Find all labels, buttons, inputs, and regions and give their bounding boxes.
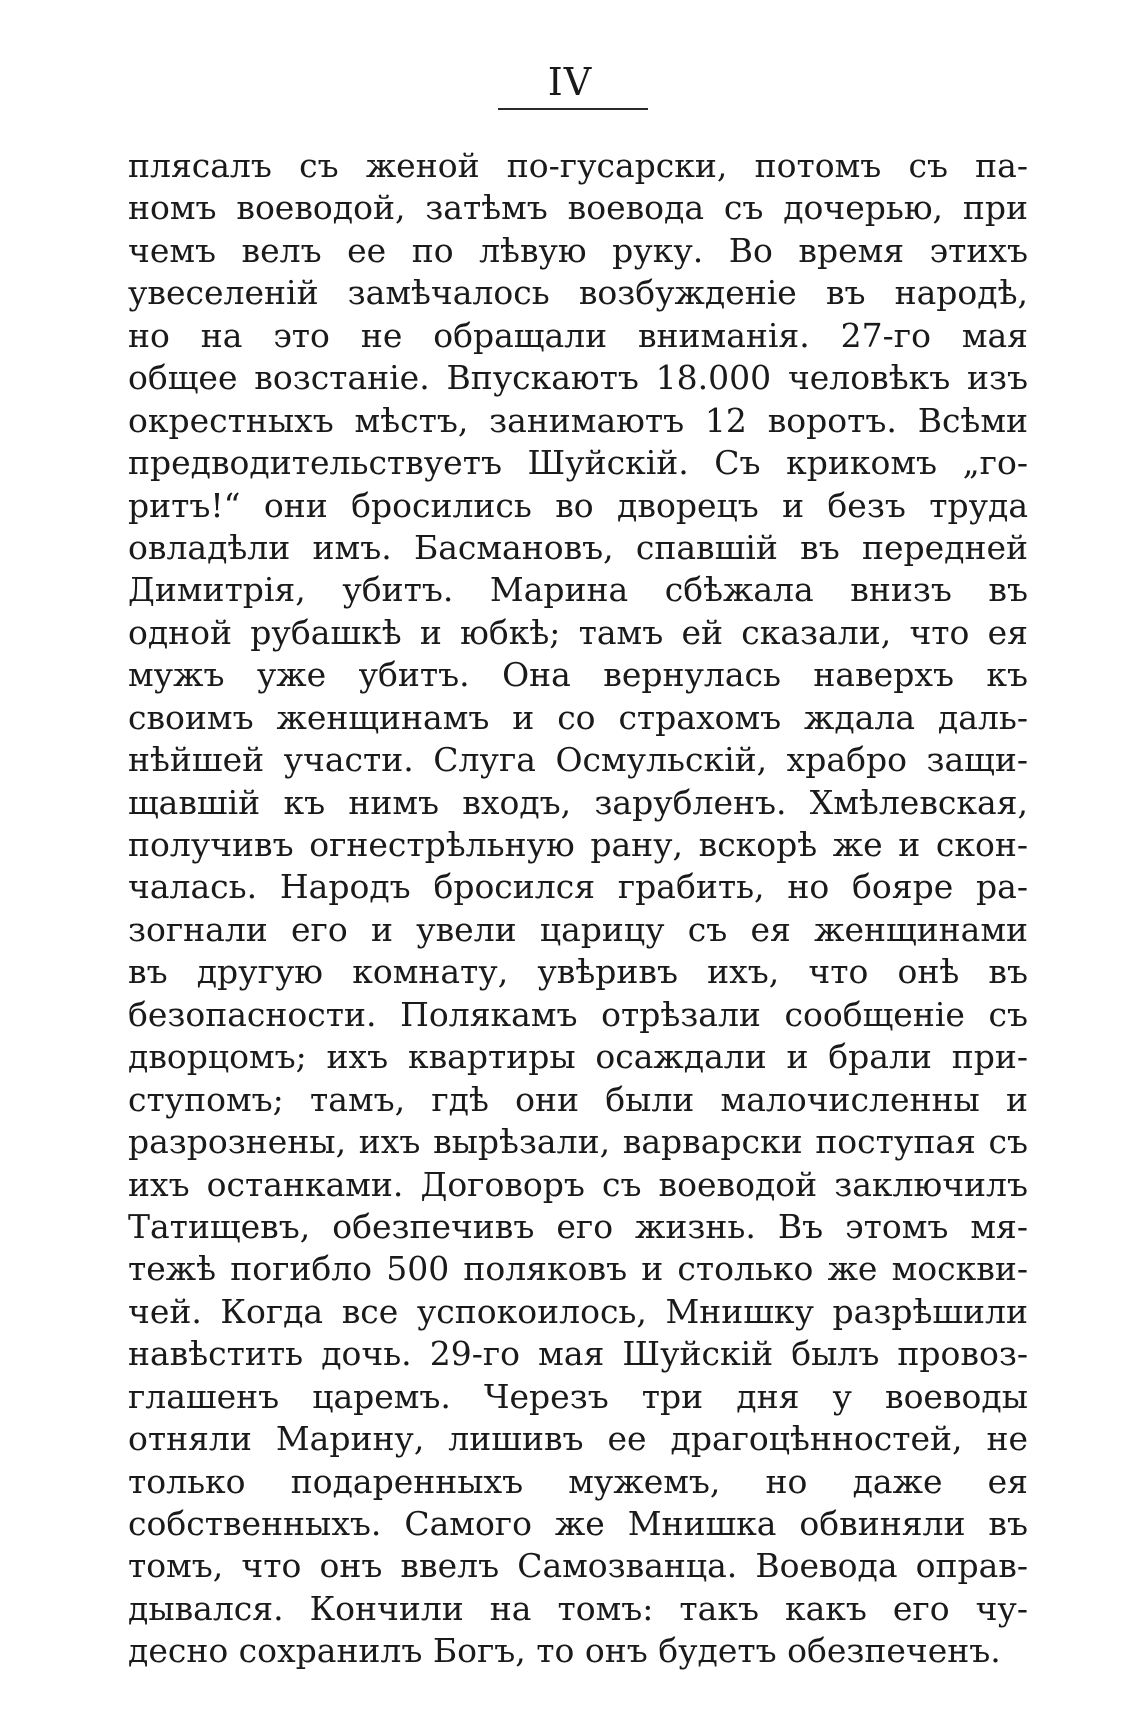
text-line: только подаренныхъ мужемъ, но даже ея — [128, 1461, 1028, 1501]
text-line: навѣстить дочь. 29-го мая Шуйскій былъ провоз- — [128, 1334, 1028, 1374]
text-line: чей. Когда все успокоилось, Мнишку разрѣшили — [128, 1291, 1028, 1331]
text-line: плясалъ съ женой по-гусарски, потомъ съ па- — [128, 146, 1028, 185]
text-line: получивъ огнестрѣльную рану, вскорѣ же и скон- — [128, 825, 1028, 864]
text-line: дворцомъ; ихъ квартиры осаждали и брали при- — [128, 1037, 1028, 1077]
text-line: собственныхъ. Самого же Мнишка обвиняли въ — [128, 1504, 1028, 1543]
text-line: ритъ!“ они бросились во дворецъ и безъ труда — [128, 485, 1028, 525]
text-line: разрознены, ихъ вырѣзали, варварски поступая съ — [128, 1122, 1028, 1162]
text-line: десно сохранилъ Богъ, то онъ будетъ обезпеченъ. — [128, 1631, 1001, 1671]
header-rule — [498, 108, 648, 110]
text-line: нѣйшей участи. Слуга Осмульскій, храбро защи- — [128, 740, 1028, 780]
text-line: ихъ останками. Договоръ съ воеводой заключилъ — [128, 1164, 1028, 1204]
page-number: IV — [547, 60, 593, 104]
text-line: общее возстаніе. Впускаютъ 18.000 человѣкъ изъ — [128, 358, 1028, 398]
text-line: тежѣ погибло 500 поляковъ и столько же москви- — [128, 1249, 1028, 1289]
text-line: увеселеній замѣчалось возбужденіе въ народѣ, — [128, 273, 1028, 313]
text-line: Татищевъ, обезпечивъ его жизнь. Въ этомъ мя- — [128, 1206, 1028, 1246]
body-text — [128, 145, 1028, 1673]
text-line: въ другую комнату, увѣривъ ихъ, что онѣ въ — [128, 952, 1028, 992]
text-line: ступомъ; тамъ, гдѣ они были малочисленны и — [128, 1079, 1028, 1119]
text-line: томъ, что онъ ввелъ Самозванца. Воевода оправ- — [128, 1546, 1028, 1586]
text-line: глашенъ царемъ. Черезъ три дня у воеводы — [128, 1376, 1028, 1416]
text-line: предводительствуетъ Шуйскій. Съ крикомъ „го- — [128, 443, 1028, 483]
text-line: мужъ уже убитъ. Она вернулась наверхъ къ — [128, 655, 1028, 695]
text-line: номъ воеводой, затѣмъ воевода съ дочерью, при — [128, 188, 1028, 228]
text-line: но на это не обращали вниманія. 27-го мая — [128, 315, 1028, 355]
text-line: Димитрія, убитъ. Марина сбѣжала внизъ въ — [128, 570, 1028, 610]
text-line: окрестныхъ мѣстъ, занимаютъ 12 воротъ. Всѣми — [128, 400, 1028, 440]
text-line: чемъ велъ ее по лѣвую руку. Во время этихъ — [128, 230, 1028, 270]
text-line: чалась. Народъ бросился грабить, но бояре ра- — [128, 867, 1028, 907]
text-line: своимъ женщинамъ и со страхомъ ждала даль- — [128, 697, 1028, 737]
text-line: дывался. Кончили на томъ: такъ какъ его чу- — [128, 1588, 1028, 1628]
text-line: зогнали его и увели царицу съ ея женщинами — [128, 909, 1028, 949]
text-line: отняли Марину, лишивъ ее драгоцѣнностей, не — [128, 1419, 1028, 1459]
text-line: щавшій къ нимъ входъ, зарубленъ. Хмѣлевская, — [128, 782, 1028, 822]
text-line: овладѣли имъ. Басмановъ, спавшій въ передней — [128, 527, 1028, 567]
text-line: одной рубашкѣ и юбкѣ; тамъ ей сказали, что ея — [128, 612, 1028, 652]
text-line: безопасности. Полякамъ отрѣзали сообщеніе съ — [128, 994, 1028, 1034]
